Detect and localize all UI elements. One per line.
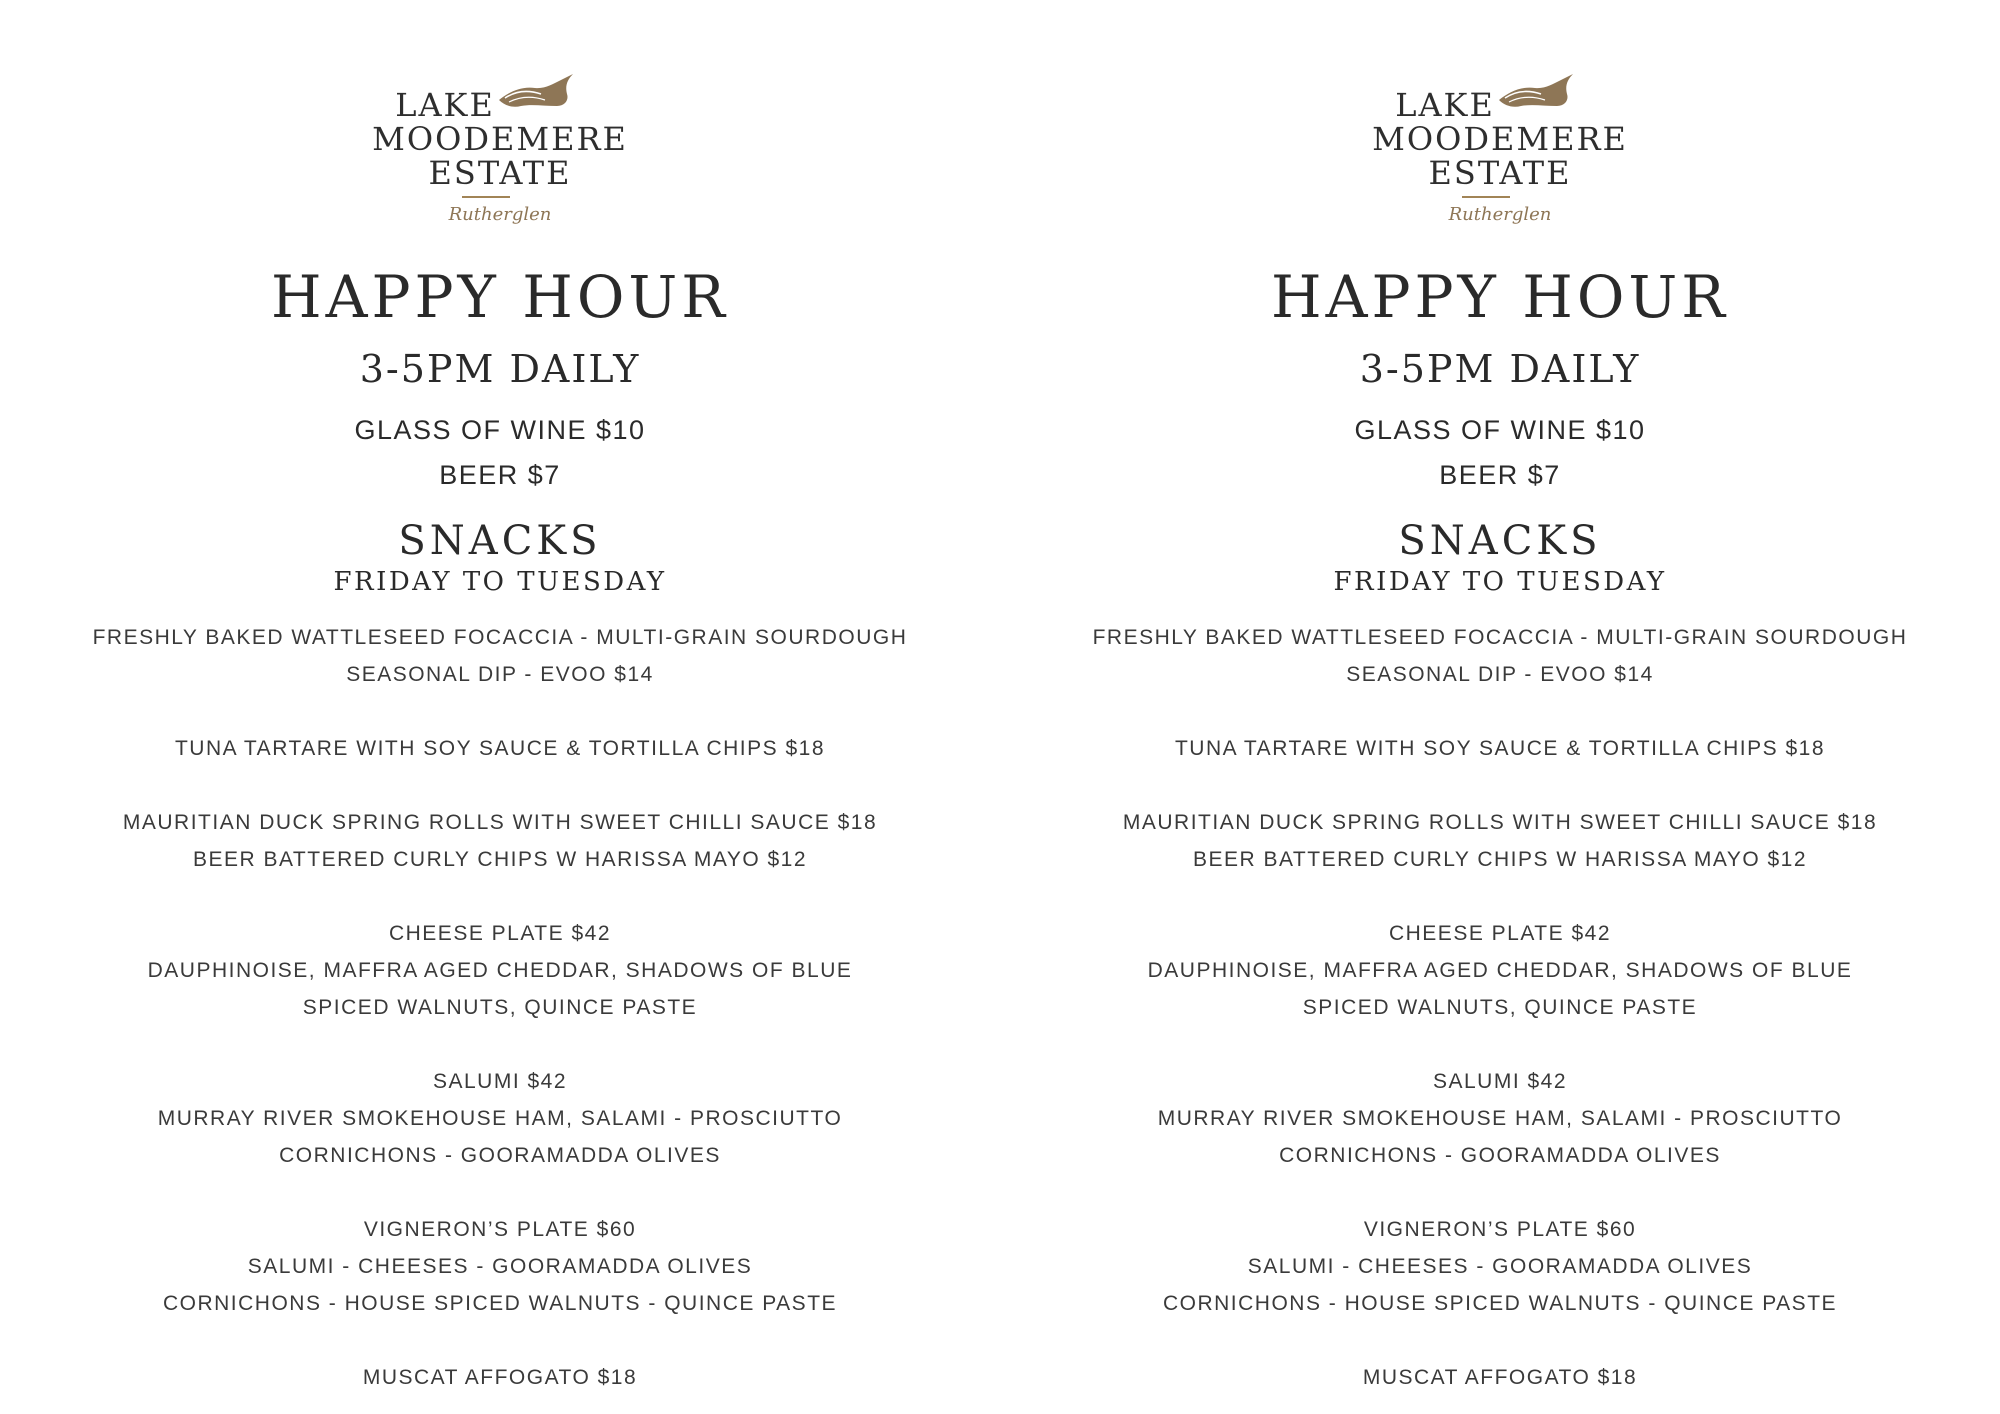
menu-line: FRESHLY BAKED WATTLESEED FOCACCIA - MULTI-GRAIN SOURDOUGH: [92, 626, 908, 649]
menu-line: CHEESE PLATE $42: [388, 922, 612, 945]
menu-line: MUSCAT AFFOGATO $18: [1362, 1366, 1638, 1389]
drink-item: BEER $7: [1439, 460, 1561, 490]
drink-item: BEER $7: [439, 460, 561, 490]
menu-line: CORNICHONS - HOUSE SPICED WALNUTS - QUINCE PASTE: [1162, 1292, 1838, 1315]
estate-logo: [1000, 70, 2000, 230]
logo-divider: [1462, 196, 1510, 198]
snacks-days: FRIDAY TO TUESDAY: [333, 567, 667, 597]
menu-line: MURRAY RIVER SMOKEHOUSE HAM, SALAMI - PROSCIUTTO: [1157, 1107, 1843, 1130]
menu-line: CHEESE PLATE $42: [1388, 922, 1612, 945]
menu-line: SALUMI $42: [1432, 1070, 1568, 1093]
menu-line: CORNICHONS - HOUSE SPICED WALNUTS - QUINCE PASTE: [162, 1292, 838, 1315]
logo-line-1: LAKE: [395, 86, 495, 124]
page-title: HAPPY HOUR: [1271, 263, 1729, 331]
estate-logo: [0, 70, 1000, 230]
menu-line: VIGNERON’S PLATE $60: [1363, 1218, 1637, 1241]
menu-line: SPICED WALNUTS, QUINCE PASTE: [302, 996, 698, 1019]
logo-line-2: MOODEMERE: [372, 120, 628, 158]
menu-line: MURRAY RIVER SMOKEHOUSE HAM, SALAMI - PROSCIUTTO: [157, 1107, 843, 1130]
menu-line: SPICED WALNUTS, QUINCE PASTE: [1302, 996, 1698, 1019]
hours-heading: 3-5PM DAILY: [359, 347, 641, 391]
logo-subtitle: Rutherglen: [1448, 204, 1552, 225]
menu-line: TUNA TARTARE WITH SOY SAUCE & TORTILLA CHIPS $18: [174, 737, 826, 760]
menu-line: MAURITIAN DUCK SPRING ROLLS WITH SWEET CHILLI SAUCE $18: [1122, 811, 1878, 834]
menu-line: DAUPHINOISE, MAFFRA AGED CHEDDAR, SHADOWS OF BLUE: [147, 959, 853, 982]
snacks-heading: SNACKS: [398, 518, 602, 564]
hours-heading: 3-5PM DAILY: [1359, 347, 1641, 391]
menu-line: SALUMI - CHEESES - GOORAMADDA OLIVES: [1247, 1255, 1753, 1278]
snacks-heading: SNACKS: [1398, 518, 1602, 564]
menu-page-right: [1000, 0, 2000, 1414]
menu-line: MUSCAT AFFOGATO $18: [362, 1366, 638, 1389]
menu-line: SALUMI $42: [432, 1070, 568, 1093]
menu-line: VIGNERON’S PLATE $60: [363, 1218, 637, 1241]
menu-line: TUNA TARTARE WITH SOY SAUCE & TORTILLA CHIPS $18: [1174, 737, 1826, 760]
logo-line-2: MOODEMERE: [1372, 120, 1628, 158]
logo-divider: [462, 196, 510, 198]
menu-line: SEASONAL DIP - EVOO $14: [1346, 663, 1654, 686]
menu-line: CORNICHONS - GOORAMADDA OLIVES: [279, 1144, 721, 1167]
logo-line-1: LAKE: [1395, 86, 1495, 124]
menu-line: BEER BATTERED CURLY CHIPS W HARISSA MAYO $12: [1192, 848, 1808, 871]
logo-line-3: ESTATE: [1428, 154, 1572, 192]
logo-line-3: ESTATE: [428, 154, 572, 192]
menu-line: CORNICHONS - GOORAMADDA OLIVES: [1279, 1144, 1721, 1167]
snacks-days: FRIDAY TO TUESDAY: [1333, 567, 1667, 597]
menu-line: SEASONAL DIP - EVOO $14: [346, 663, 654, 686]
page-title: HAPPY HOUR: [271, 263, 729, 331]
menu-line: SALUMI - CHEESES - GOORAMADDA OLIVES: [247, 1255, 753, 1278]
menu-line: DAUPHINOISE, MAFFRA AGED CHEDDAR, SHADOWS OF BLUE: [1147, 959, 1853, 982]
menu-line: MAURITIAN DUCK SPRING ROLLS WITH SWEET CHILLI SAUCE $18: [122, 811, 878, 834]
logo-subtitle: Rutherglen: [448, 204, 552, 225]
drink-item: GLASS OF WINE $10: [354, 415, 646, 445]
drink-item: GLASS OF WINE $10: [1354, 415, 1646, 445]
menu-line: BEER BATTERED CURLY CHIPS W HARISSA MAYO $12: [192, 848, 808, 871]
menu-line: FRESHLY BAKED WATTLESEED FOCACCIA - MULTI-GRAIN SOURDOUGH: [1092, 626, 1908, 649]
